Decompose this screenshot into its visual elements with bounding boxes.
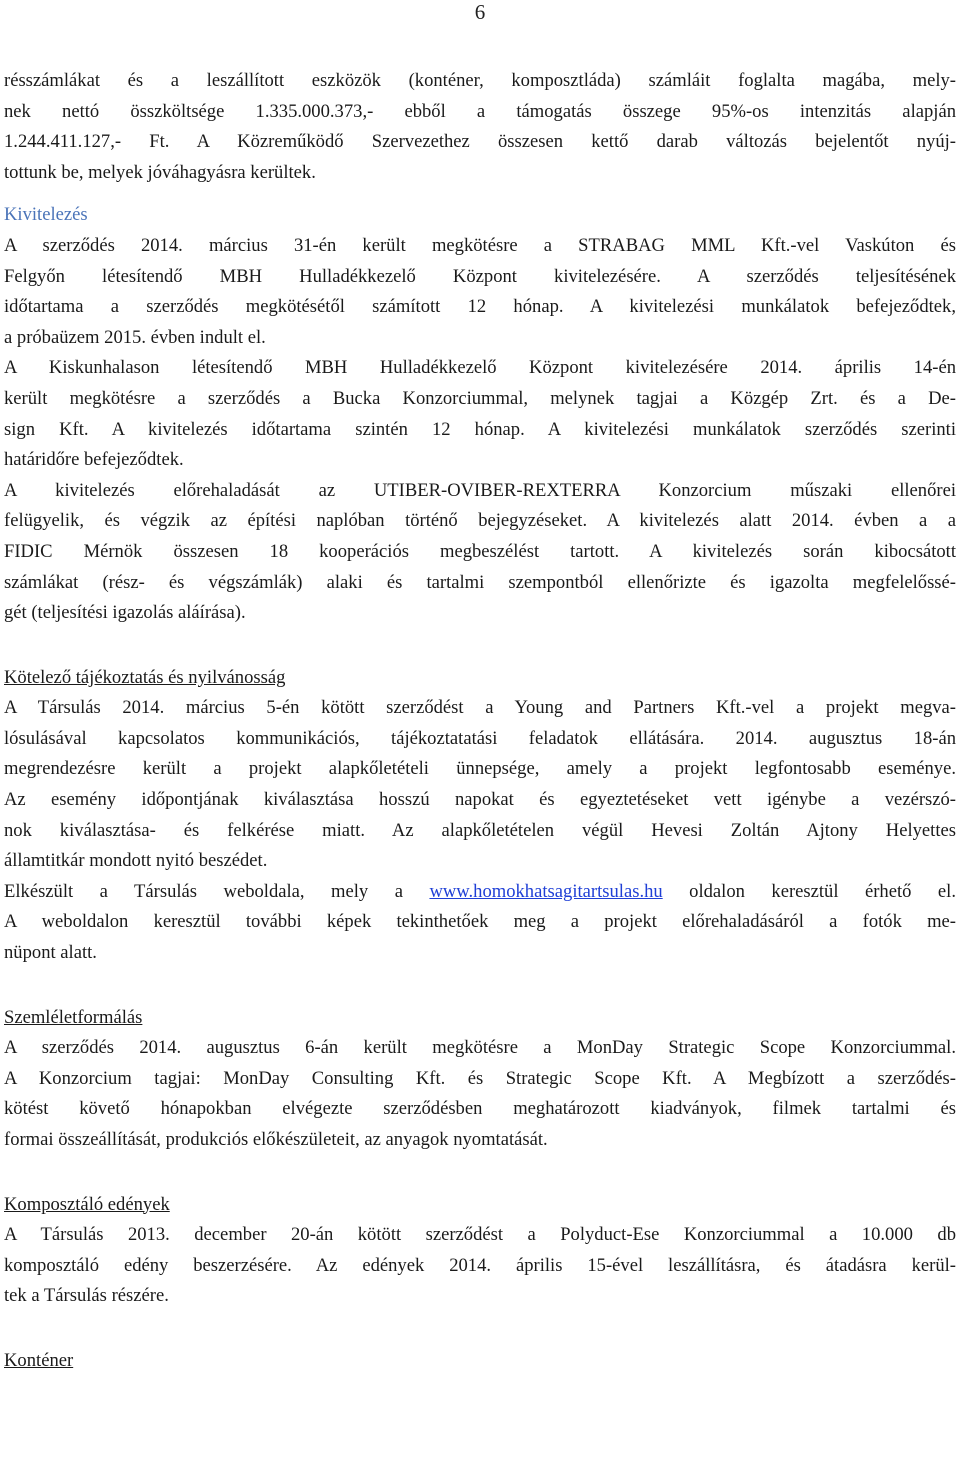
text-line: A Társulás 2013. december 20-án kötött szerződést a Polyduct-Ese Konzorciummal a 10.000 db [4,1224,956,1246]
paragraph [4,66,956,188]
section [4,1346,956,1377]
text-line: FIDIC Mérnök összesen 18 kooperációs megbeszélést tartott. A kivitelezés során kibocsátott [4,540,956,562]
text-line: tottunk be, melyek jóváhagyásra kerültek. [4,161,316,183]
text-line: tek a Társulás részére. [4,1285,169,1307]
paragraph [4,1033,956,1155]
section-heading: Kivitelezés [4,204,88,226]
paragraph [4,476,956,629]
text-line: számlákat (rész- és végszámlák) alaki és tartalmi szempontból ellenőrizte és igazolta megfelelőssé- [4,571,956,593]
text-line: nek nettó összköltsége 1.335.000.373,- ebből a támogatás összege 95%-os intenzitás alapján [4,100,956,122]
document-body [4,66,956,1377]
text-line: 1.244.411.127,- Ft. A Közreműködő Szervezethez összesen kettő darab változás bejelentőt nyúj- [4,131,956,153]
text-line: résszámlákat és a leszállított eszközök (konténer, komposztláda) számláit foglalta magába, mely- [4,70,956,91]
text-line: A weboldalon keresztül további képek tekinthetőek meg a projekt előrehaladásáról a fotók me- [4,911,956,933]
text-line: nok kiválasztása- és felkérése miatt. Az alapkőletételen végül Hevesi Zoltán Ajtony Helyettes [4,819,956,841]
section-gap [4,629,956,663]
section-heading: Komposztáló edények [4,1193,170,1215]
paragraph [4,231,956,353]
text-line: A Konzorcium tagjai: MonDay Consulting Kft. és Strategic Scope Kft. A Megbízott a szerződés- [4,1067,956,1089]
page-number: 6 [474,0,486,24]
text-line: gét (teljesítési igazolás aláírása). [4,602,246,624]
paragraph [4,1220,956,1312]
text-line: sign Kft. A kivitelezés időtartama szintén 12 hónap. A kivitelezési munkálatok szerződés szerinti [4,418,956,440]
website-link[interactable]: www.homokhatsagitartsulas.hu [429,880,663,902]
text-line: A szerződés 2014. augusztus 6-án került megkötésre a MonDay Strategic Scope Konzorciummal. [4,1037,956,1059]
paragraph [4,693,956,877]
text-line: felügyelik, és végzik az építési naplóban történő bejegyzéseket. A kivitelezés alatt 2014. évben a a [4,510,956,532]
text-line: a próbaüzem 2015. évben indult el. [4,326,266,348]
text-line: kötést követő hónapokban elvégezte szerződésben meghatározott kiadványok, filmek tartalmi és [4,1098,956,1120]
text-line: A Társulás 2014. március 5-én kötött szerződést a Young and Partners Kft.-vel a projekt megva- [4,697,956,719]
paragraph [4,877,956,969]
text-line: lósulásával kapcsolatos kommunikációs, tájékoztatatási feladatok ellátására. 2014. augusztus 18-án [4,727,956,749]
section-gap [4,1156,956,1190]
text-line: A szerződés 2014. március 31-én került megkötésre a STRABAG MML Kft.-vel Vaskúton és [4,234,956,256]
text-line: Elkészült a Társulás weboldala, mely a www.homokhatsagitartsulas.hu oldalon keresztül érhető el. [4,880,956,902]
section-gap [4,969,956,1003]
section-gap [4,188,956,200]
text-line: államtitkár mondott nyitó beszédet. [4,850,268,872]
text-line: A kivitelezés előrehaladását az UTIBER-OVIBER-REXTERRA Konzorcium műszaki ellenőrei [4,479,956,501]
text-line: megrendezésre került a projekt alapkőletételi ünnepsége, amely a projekt legfontosabb eseménye. [4,758,956,780]
section [4,663,956,969]
section [4,1190,956,1312]
text-line: Felgyőn létesítendő MBH Hulladékkezelő Központ kivitelezésére. A szerződés teljesítésének [4,265,956,287]
text-line: A Kiskunhalason létesítendő MBH Hulladékkezelő Központ kivitelezésére 2014. április 14-én [4,357,956,379]
section [4,1003,956,1156]
text-line: komposztáló edény beszerzésére. Az edények 2014. április 15-ével leszállításra, és átadásra kerül- [4,1254,956,1276]
text-line: Az esemény időpontjának kiválasztása hosszú napokat és egyeztetéseket vett igénybe a vezérszó- [4,789,956,811]
section-gap [4,1312,956,1346]
text-line: került megkötésre a szerződés a Bucka Konzorciummal, melynek tagjai a Közgép Zrt. és a De- [4,387,956,409]
text-line: nüpont alatt. [4,942,97,964]
section [4,200,956,628]
section [4,66,956,188]
section-heading: Konténer [4,1349,74,1371]
text-line: formai összeállítását, produkciós előkészületeit, az anyagok nyomtatását. [4,1129,548,1150]
section-heading: Kötelező tájékoztatás és nyilvánosság [4,666,286,688]
text-line: határidőre befejeződtek. [4,449,184,471]
section-heading: Szemléletformálás [4,1006,143,1028]
paragraph [4,353,956,475]
text-line: időtartama a szerződés megkötésétől számított 12 hónap. A kivitelezési munkálatok befejeződtek, [4,296,956,318]
